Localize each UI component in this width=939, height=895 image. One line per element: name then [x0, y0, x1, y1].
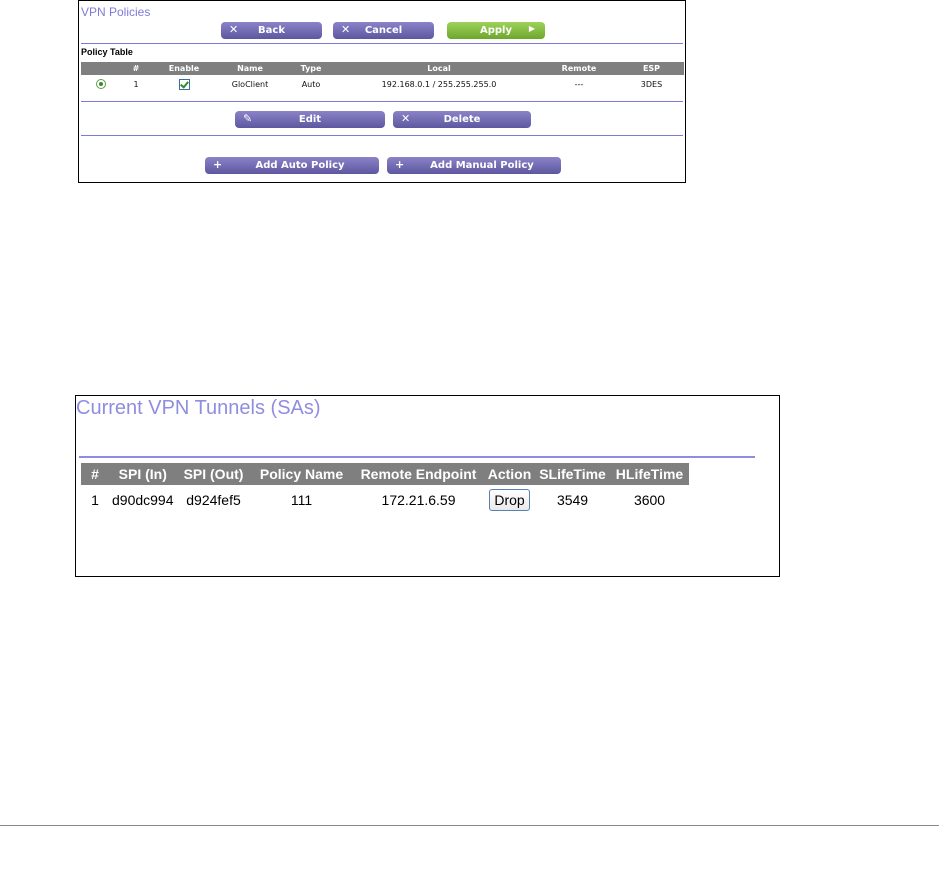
footer-divider: [0, 825, 939, 826]
spi-in: d90dc994: [112, 492, 174, 508]
add-auto-policy-button[interactable]: + Add Auto Policy: [205, 157, 379, 174]
divider: [79, 456, 755, 458]
policy-table: [81, 62, 684, 93]
policy-number: 1: [133, 79, 139, 89]
policy-name: 111: [290, 492, 313, 508]
tunnel-number: 1: [91, 492, 99, 508]
back-button[interactable]: ✕ Back: [221, 22, 322, 39]
divider: [81, 43, 683, 44]
vpn-policies-panel: [78, 0, 686, 183]
slifetime: 3549: [556, 492, 589, 508]
col-action: Action: [485, 463, 535, 485]
policy-remote: ---: [574, 79, 584, 89]
col-number: #: [121, 62, 151, 75]
drop-button[interactable]: Drop: [489, 489, 529, 511]
policy-table-title: Policy Table: [81, 47, 133, 57]
vpn-tunnels-title: Current VPN Tunnels (SAs): [76, 397, 321, 419]
add-manual-policy-button[interactable]: + Add Manual Policy: [387, 157, 561, 174]
col-hlifetime: HLifeTime: [611, 463, 689, 485]
col-type: Type: [283, 62, 339, 75]
policy-table-header: [81, 62, 684, 75]
plus-icon: +: [213, 158, 223, 171]
table-row: [81, 485, 689, 515]
divider: [81, 135, 683, 136]
col-enable: Enable: [151, 62, 217, 75]
tunnels-table-header: [81, 463, 689, 485]
col-slifetime: SLifeTime: [535, 463, 611, 485]
tunnels-table: [81, 463, 689, 515]
col-spi-out: SPI (Out): [177, 463, 251, 485]
close-icon: ✕: [229, 23, 239, 36]
policy-local: 192.168.0.1 / 255.255.255.0: [381, 79, 497, 89]
col-spi-in: SPI (In): [109, 463, 177, 485]
col-remote: Remote: [539, 62, 619, 75]
plus-icon: +: [395, 158, 405, 171]
play-arrow-icon: ▶: [528, 24, 535, 33]
delete-button[interactable]: ✕ Delete: [393, 111, 531, 128]
policy-esp: 3DES: [640, 79, 663, 89]
table-row[interactable]: [81, 75, 684, 93]
col-policy-name: Policy Name: [251, 463, 353, 485]
pencil-icon: ✎: [243, 112, 253, 125]
col-local: Local: [339, 62, 539, 75]
policy-type: Auto: [301, 79, 321, 89]
divider: [81, 101, 683, 102]
col-esp: ESP: [619, 62, 684, 75]
col-number: #: [81, 463, 109, 485]
col-remote-endpoint: Remote Endpoint: [353, 463, 485, 485]
spi-out: d924fef5: [186, 492, 241, 508]
remote-endpoint: 172.21.6.59: [381, 492, 456, 508]
edit-button[interactable]: ✎ Edit: [235, 111, 385, 128]
hlifetime: 3600: [633, 492, 666, 508]
close-icon: ✕: [341, 23, 351, 36]
col-name: Name: [217, 62, 283, 75]
apply-button[interactable]: Apply ▶: [447, 22, 545, 39]
close-icon: ✕: [401, 112, 411, 125]
select-radio[interactable]: [96, 79, 106, 89]
vpn-tunnels-panel: [75, 395, 780, 577]
cancel-button[interactable]: ✕ Cancel: [333, 22, 434, 39]
enable-checkbox[interactable]: [179, 79, 190, 90]
vpn-policies-title: VPN Policies: [81, 5, 151, 19]
policy-name: GloClient: [231, 79, 269, 89]
